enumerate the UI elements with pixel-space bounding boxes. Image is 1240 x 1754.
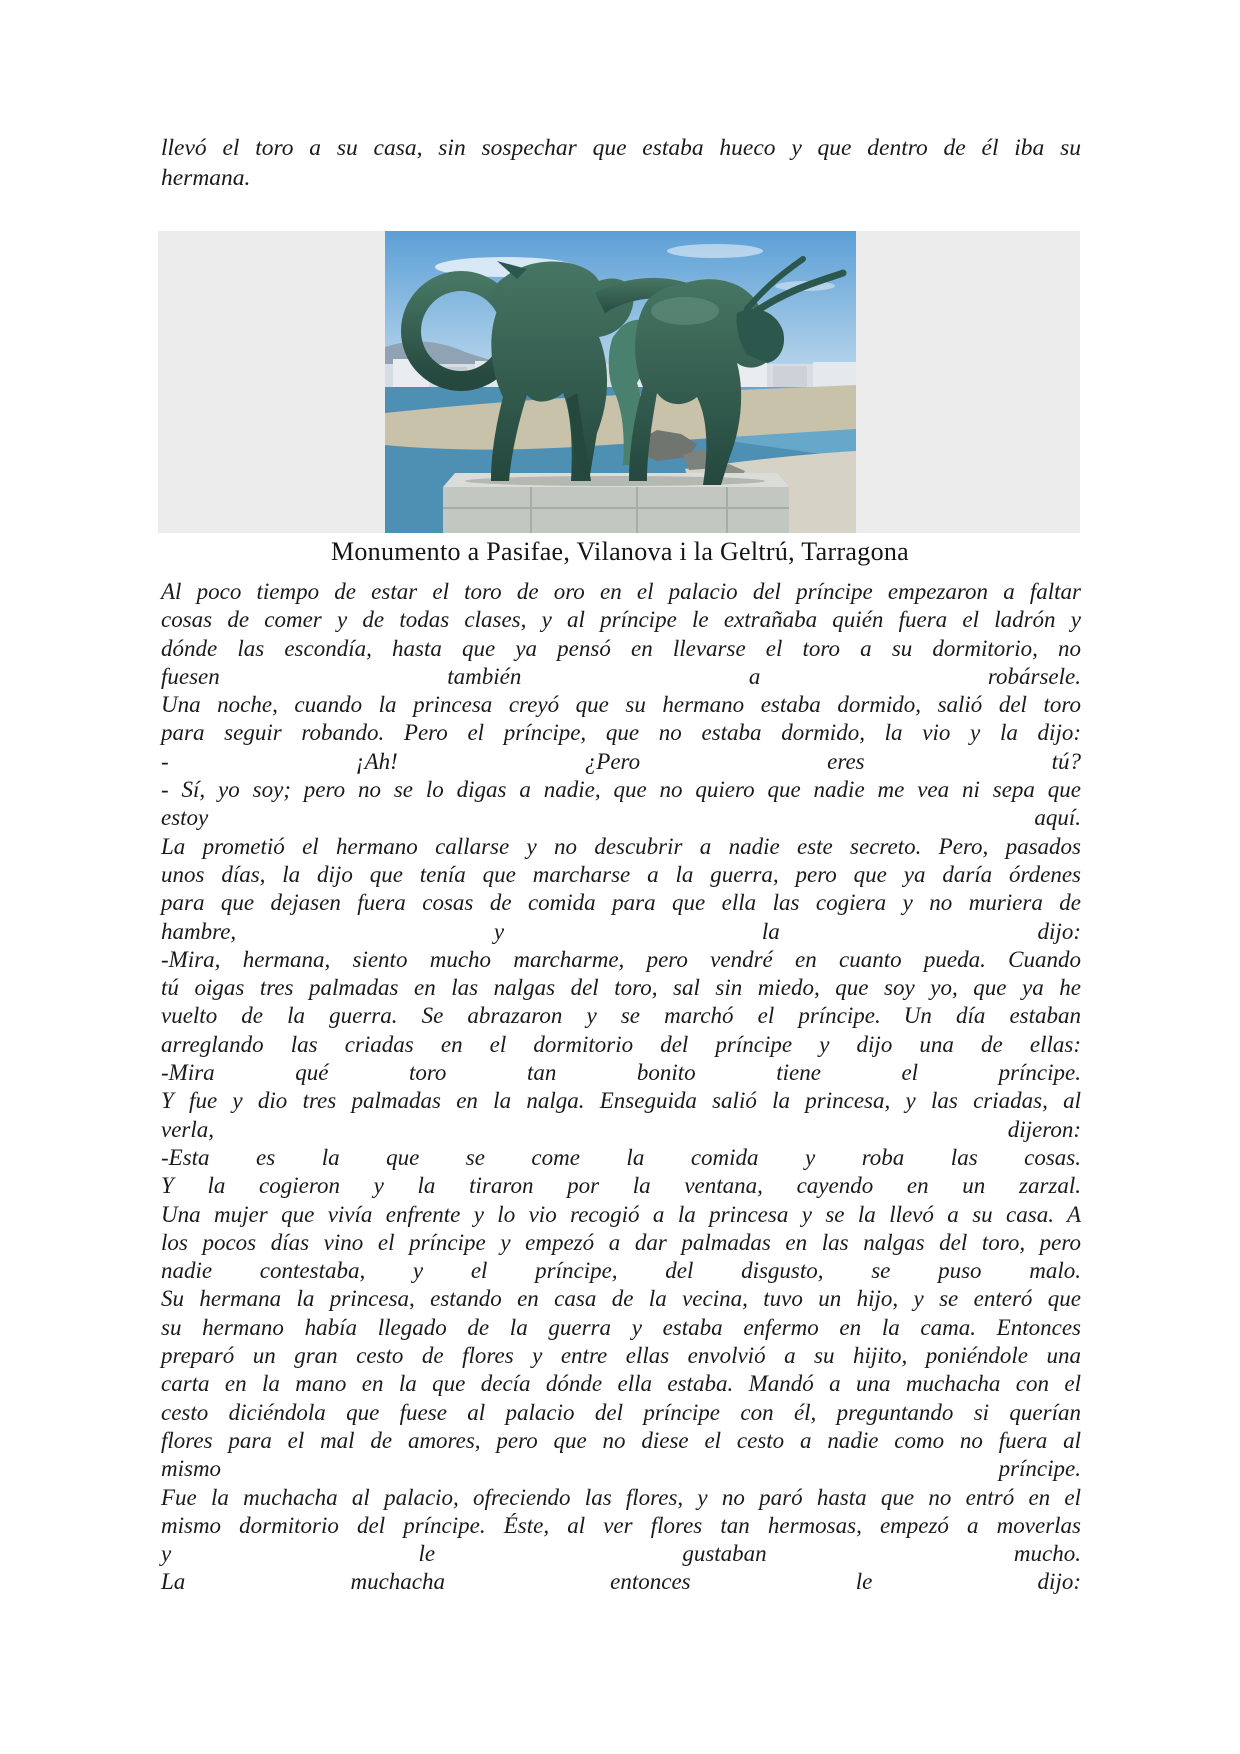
bronze-highlight <box>651 297 719 325</box>
story-line: su hermano había llegado de la guerra y estaba enfermo en la cama. Entonces <box>161 1314 1081 1340</box>
story-line: - Sí, yo soy; pero no se lo digas a nadie, que no quiero que nadie me vea ni sepa que <box>161 777 1081 803</box>
story-line: La prometió el hermano callarse y no descubrir a nadie este secreto. Pero, pasados <box>161 833 1081 859</box>
story-line: flores para el mal de amores, pero que no diese el cesto a nadie como no fuera al <box>161 1427 1081 1453</box>
story-line: -Mira qué toro tan bonito tiene el príncipe. <box>161 1060 1081 1086</box>
story-line: dónde las escondía, hasta que ya pensó en llevarse el toro a su dormitorio, no <box>161 635 1081 661</box>
story-line: mismo dormitorio del príncipe. Éste, al ver flores tan hermosas, empezó a moverlas <box>161 1512 1081 1538</box>
story-line: fuesen también a robársele. <box>161 663 1081 689</box>
figure-caption: Monumento a Pasifae, Vilanova i la Geltrú, Tarragona <box>330 537 910 566</box>
story-line: La muchacha entonces le dijo: <box>161 1569 1081 1595</box>
story-line: preparó un gran cesto de flores y entre ellas envolvió a su hijito, poniéndole una <box>161 1343 1081 1369</box>
story-line: para seguir robando. Pero el príncipe, que no estaba dormido, la vio y la dijo: <box>161 720 1081 746</box>
story-line: estoy aquí. <box>161 805 1081 831</box>
bull-monument-photo <box>385 231 856 533</box>
bull-sculpture-illustration <box>385 231 856 533</box>
story-line: - ¡Ah! ¿Pero eres tú? <box>161 748 1081 774</box>
story-line: Su hermana la princesa, estando en casa de la vecina, tuvo un hijo, y se enteró que <box>161 1286 1081 1312</box>
story-line: Al poco tiempo de estar el toro de oro en el palacio del príncipe empezaron a faltar <box>161 579 1081 604</box>
story-line: nadie contestaba, y el príncipe, del disgusto, se puso malo. <box>161 1258 1081 1284</box>
story-line: Una noche, cuando la princesa creyó que su hermano estaba dormido, salió del toro <box>161 692 1081 718</box>
intro-line-2: hermana. <box>161 165 251 191</box>
story-line: vuelto de la guerra. Se abrazaron y se marchó el príncipe. Un día estaban <box>161 1003 1081 1029</box>
story-text <box>161 578 1081 1597</box>
intro-line-1: llevó el toro a su casa, sin sospechar que estaba hueco y que dentro de él iba su <box>161 135 1081 161</box>
story-line: carta en la mano en la que decía dónde ella estaba. Mandó a una muchacha con el <box>161 1371 1081 1397</box>
story-line: arreglando las criadas en el dormitorio del príncipe y dijo una de ellas: <box>161 1031 1081 1057</box>
story-line: mismo príncipe. <box>161 1456 1081 1482</box>
figure-band <box>158 231 1080 533</box>
story-line: Fue la muchacha al palacio, ofreciendo las flores, y no paró hasta que no entró en el <box>161 1484 1081 1510</box>
story-line: cosas de comer y de todas clases, y al príncipe le extrañaba quién fuera el ladrón y <box>161 607 1081 633</box>
intro-paragraph <box>161 133 1081 193</box>
story-line: -Mira, hermana, siento mucho marcharme, pero vendré en cuanto pueda. Cuando <box>161 946 1081 972</box>
story-line: Una mujer que vivía enfrente y lo vio recogió a la princesa y se la llevó a su casa. A <box>161 1201 1081 1227</box>
story-line: verla, dijeron: <box>161 1116 1081 1142</box>
pedestal <box>443 473 789 533</box>
story-line: hambre, y la dijo: <box>161 918 1081 944</box>
story-line: -Esta es la que se come la comida y roba las cosas. <box>161 1144 1081 1170</box>
story-line: tú oigas tres palmadas en las nalgas del toro, sal sin miedo, que soy yo, que ya he <box>161 975 1081 1001</box>
story-line: Y fue y dio tres palmadas en la nalga. Enseguida salió la princesa, y las criadas, al <box>161 1088 1081 1114</box>
story-line: Y la cogieron y la tiraron por la ventana, cayendo en un zarzal. <box>161 1173 1081 1199</box>
story-line: para que dejasen fuera cosas de comida para que ella las cogiera y no muriera de <box>161 890 1081 916</box>
story-line: unos días, la dijo que tenía que marcharse a la guerra, pero que ya daría órdenes <box>161 861 1081 887</box>
story-line: cesto diciéndola que fuese al palacio del príncipe con él, preguntando si querían <box>161 1399 1081 1425</box>
story-line: los pocos días vino el príncipe y empezó a dar palmadas en las nalgas del toro, pero <box>161 1229 1081 1255</box>
story-line: y le gustaban mucho. <box>161 1541 1081 1567</box>
